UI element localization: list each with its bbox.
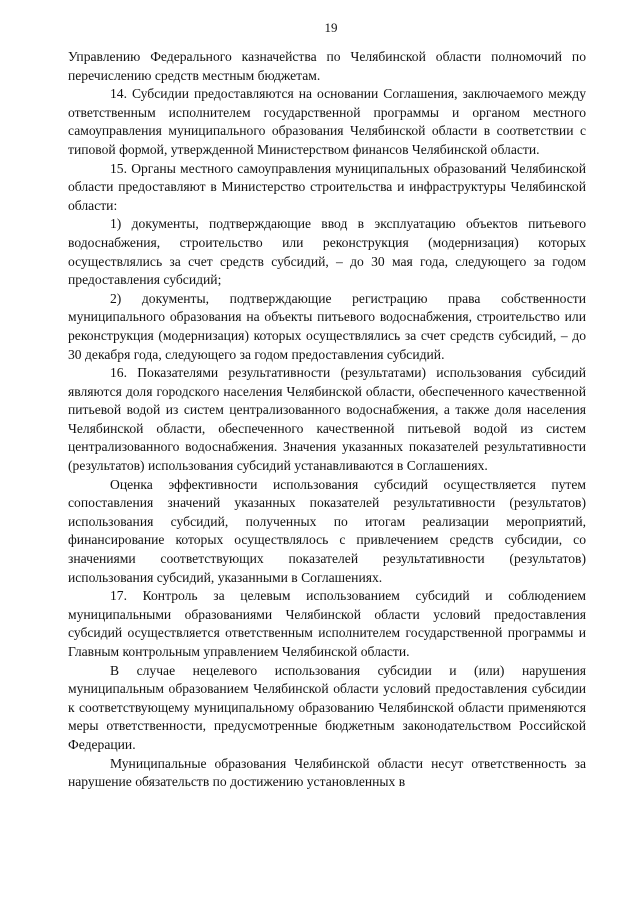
paragraph-15: 15. Органы местного самоуправления муниципальных образований Челябинской области предоставляют в Министерство строительства и инфраструктуры Челябинской области: — [68, 160, 586, 213]
paragraph-16: 16. Показателями результативности (результатами) использования субсидий являются доля городского населения Челябинской области, обеспеченного качественной питьевой водой из систем централизованного водоснабжения, а также доля населения Челябинской области, обеспеченного качественной питьевой водой из систем централизованного водоснабжения. Значения указанных показателей результативности (результатов) использования субсидий устанавливаются в Соглашениях. — [68, 365, 586, 474]
paragraph-15-item-2: 2) документы, подтверждающие регистрацию права собственности муниципального образования на объекты питьевого водоснабжения, строительство или реконструкция (модернизация) которых осуществлялись за счет средств субсидий, – до 30 декабря года, следующего за годом предоставления субсидий. — [68, 290, 586, 362]
paragraph-17: 17. Контроль за целевым использованием субсидий и соблюдением муниципальными образованиями Челябинской области условий предоставления субсидий осуществляется ответственным исполнителем государственной программы и Главным контрольным управлением Челябинской области. — [68, 588, 586, 659]
paragraph-continuation: Управлению Федерального казначейства по Челябинской области полномочий по перечислению средств местным бюджетам. — [68, 49, 586, 83]
paragraph-14: 14. Субсидии предоставляются на основании Соглашения, заключаемого между ответственным исполнителем государственной программы и органом местного самоуправления муниципального образования Челябинской области в соответствии с типовой формой, утвержденной Министерством финансов Челябинской области. — [68, 86, 586, 157]
document-body — [68, 48, 586, 792]
paragraph-17-responsibility: Муниципальные образования Челябинской области несут ответственность за нарушение обязательств по достижению установленных в — [68, 755, 586, 790]
paragraph-17-misuse: В случае нецелевого использования субсидии и (или) нарушения муниципальным образованием Челябинской области условий предоставления субсидии к соответствующему муниципальному образованию Челябинской области применяются меры ответственности, предусмотренные бюджетным законодательством Российской Федерации. — [68, 662, 586, 752]
paragraph-16-evaluation: Оценка эффективности использования субсидий осуществляется путем сопоставления значений указанных показателей результативности (результатов) использования субсидий, полученных по итогам реализации мероприятий, финансирование которых осуществлялось с привлечением средств субсидии, со значениями соответствующих показателей результативности (результатов) использования субсидий, указанными в Соглашениях. — [68, 476, 586, 585]
page-number: 19 — [324, 20, 338, 35]
paragraph-15-item-1: 1) документы, подтверждающие ввод в эксплуатацию объектов питьевого водоснабжения, строительство или реконструкция (модернизация) которых осуществлялись за счет средств субсидий, – до 30 мая года, следующего за годом предоставления субсидий; — [68, 216, 586, 288]
